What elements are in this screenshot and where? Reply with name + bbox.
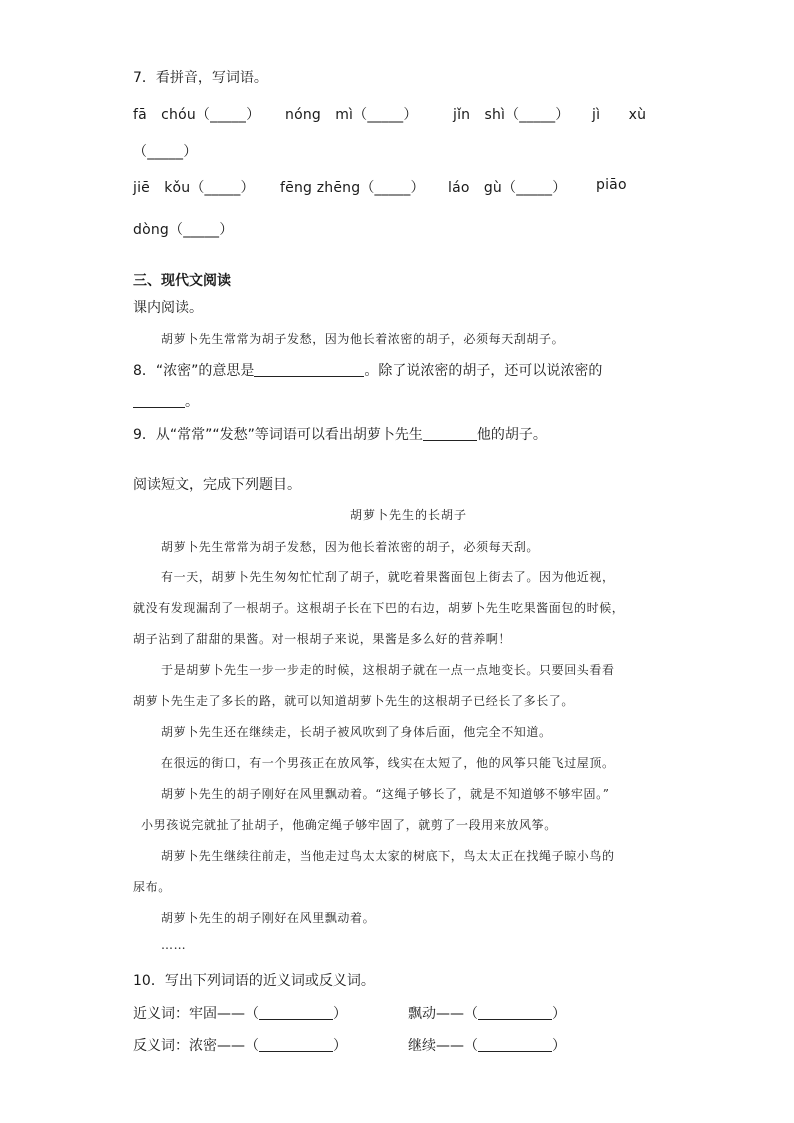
pinyin: piāo <box>596 177 627 193</box>
pinyin: nóng mì <box>285 107 354 123</box>
q10-label: 飘动——（ <box>408 1006 478 1022</box>
passage-line: 就没有发现漏刮了一根胡子。这根胡子长在下巴的右边，胡萝卜先生吃果酱面包的时候， <box>133 601 625 615</box>
q7-item-8 <box>596 177 627 193</box>
answer-paren: （_____） <box>190 180 255 196</box>
passage-line: 胡子沾到了甜甜的果酱。对一根胡子来说，果酱是多么好的营养啊！ <box>133 632 512 646</box>
pinyin: dòng <box>133 222 170 238</box>
q8 <box>133 360 602 380</box>
passage-line: 胡萝卜先生继续往前走，当他走过鸟太太家的树底下，鸟太太正在找绳子晾小鸟的 <box>161 849 615 863</box>
q10-antonym-2 <box>408 1035 566 1055</box>
q7-item-7 <box>448 177 566 197</box>
q7-title: 7．看拼音，写词语。 <box>133 70 268 86</box>
passage-title: 胡萝卜先生的长胡子 <box>350 508 468 522</box>
passage-ellipsis: …… <box>161 938 187 952</box>
section-title: 三、现代文阅读 <box>133 273 231 289</box>
quote-text: 胡萝卜先生常常为胡子发愁，因为他长着浓密的胡子，必须每天刮胡子。 <box>161 332 565 346</box>
answer-blank[interactable] <box>254 362 364 377</box>
passage-line: 胡萝卜先生走了多长的路，就可以知道胡萝卜先生的这根胡子已经长了多长了。 <box>133 694 575 708</box>
q10-label: 继续——（ <box>408 1038 478 1054</box>
answer-blank[interactable] <box>478 1005 552 1020</box>
pinyin: láo gù <box>448 180 502 196</box>
pinyin: fēng zhēng <box>280 180 361 196</box>
q8-cont <box>133 391 199 411</box>
section-intro: 课内阅读。 <box>133 300 203 316</box>
answer-blank[interactable] <box>478 1037 552 1052</box>
passage-line: 于是胡萝卜先生一步一步走的时候，这根胡子就在一点一点地变长。只要回头看看 <box>161 663 615 677</box>
answer-blank[interactable] <box>259 1005 333 1020</box>
reading-instruction: 阅读短文，完成下列题目。 <box>133 477 301 493</box>
q7-item-5 <box>133 177 255 197</box>
answer-paren: （_____） <box>502 180 567 196</box>
pinyin: jiē kǒu <box>133 180 191 196</box>
passage-line: 胡萝卜先生的胡子刚好在风里飘动着。“这绳子够长了，就是不知道够不够牢固。” <box>161 787 610 801</box>
close-paren: ） <box>552 1038 566 1054</box>
answer-blank[interactable] <box>259 1037 333 1052</box>
q10-label: 近义词：牢固——（ <box>133 1006 259 1022</box>
close-paren: ） <box>333 1006 347 1022</box>
pinyin: fā chóu <box>133 107 196 123</box>
q8-text: 。 <box>185 394 199 410</box>
answer-paren: （_____） <box>505 107 570 123</box>
q10-antonym-1 <box>133 1035 347 1055</box>
q9 <box>133 424 547 444</box>
passage-line: 胡萝卜先生的胡子刚好在风里飘动着。 <box>161 911 376 925</box>
passage-line: 尿布。 <box>133 880 171 894</box>
passage-line: 有一天，胡萝卜先生匆匆忙忙刮了胡子，就吃着果酱面包上街去了。因为他近视， <box>161 570 615 584</box>
close-paren: ） <box>333 1038 347 1054</box>
q7-item-8-cont <box>133 219 233 239</box>
q7-item-3 <box>453 104 570 124</box>
answer-paren: （_____） <box>133 144 198 160</box>
q8-text: 。除了说浓密的胡子，还可以说浓密的 <box>364 363 603 379</box>
answer-paren: （_____） <box>195 107 261 123</box>
answer-paren: （_____） <box>353 107 418 123</box>
close-paren: ） <box>552 1006 566 1022</box>
q7-item-6 <box>280 177 425 197</box>
pinyin: jǐn shì <box>453 107 506 123</box>
q7-item-4-paren <box>133 141 197 161</box>
q7-item-2 <box>285 104 418 124</box>
answer-blank[interactable] <box>133 393 185 408</box>
q9-text: 他的胡子。 <box>476 427 547 443</box>
q8-text: 8．“浓密”的意思是 <box>133 363 255 379</box>
q10-title: 10．写出下列词语的近义词或反义词。 <box>133 973 375 989</box>
passage-line: 胡萝卜先生常常为胡子发愁，因为他长着浓密的胡子，必须每天刮。 <box>161 540 540 554</box>
passage-line: 小男孩说完就扯了扯胡子，他确定绳子够牢固了，就剪了一段用来放风筝。 <box>141 818 557 832</box>
q9-text: 9．从“常常”“发愁”等词语可以看出胡萝卜先生 <box>133 427 423 443</box>
passage-line: 在很远的街口，有一个男孩正在放风筝，线实在太短了，他的风筝只能飞过屋顶。 <box>161 756 615 770</box>
q10-synonym-1 <box>133 1003 347 1023</box>
q10-synonym-2 <box>408 1003 566 1023</box>
pinyin: jì xù <box>592 107 647 123</box>
answer-paren: （_____） <box>169 222 234 238</box>
q10-label: 反义词：浓密——（ <box>133 1038 259 1054</box>
passage-line: 胡萝卜先生还在继续走，长胡子被风吹到了身体后面，他完全不知道。 <box>161 725 552 739</box>
q7-item-4 <box>592 104 646 124</box>
answer-paren: （_____） <box>360 180 425 196</box>
answer-blank[interactable] <box>423 426 477 441</box>
q7-item-1 <box>133 104 260 124</box>
